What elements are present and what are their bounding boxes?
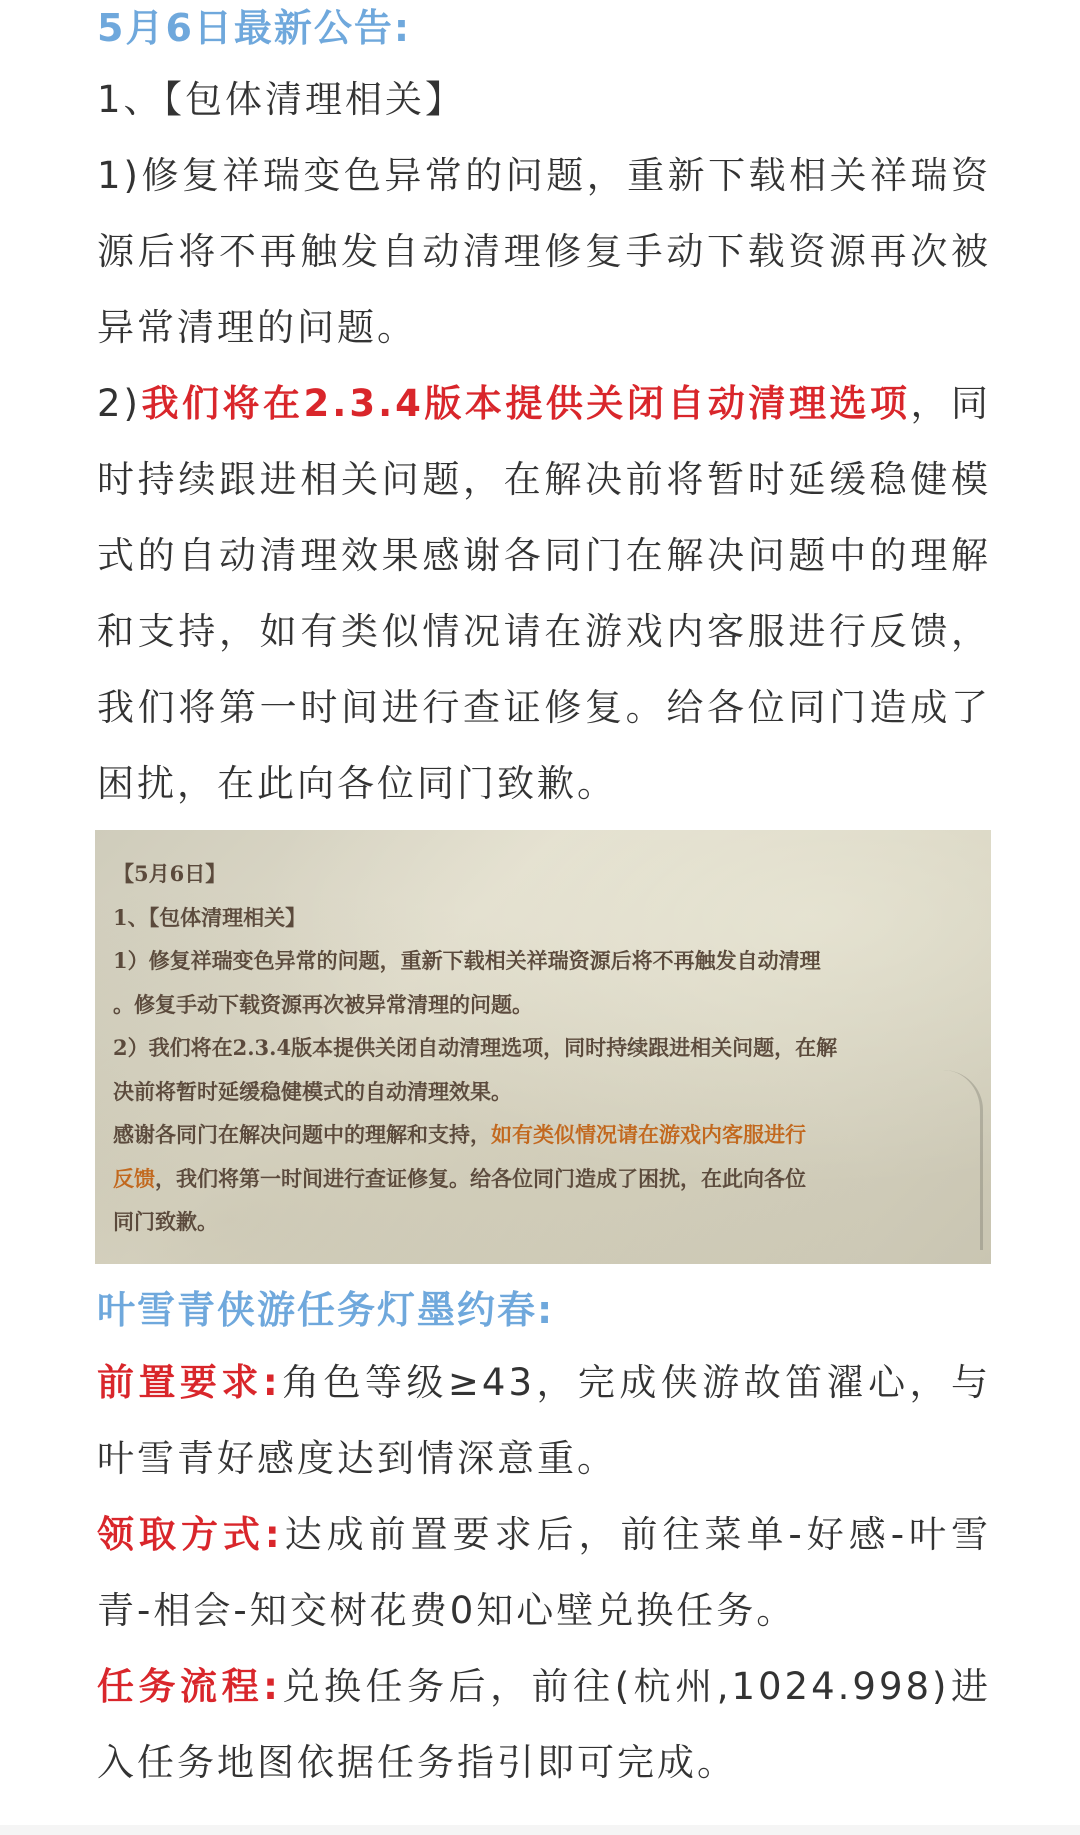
notice-line: 。修复手动下载资源再次被异常清理的问题。: [113, 991, 533, 1017]
notice-screenshot-image: [95, 830, 991, 1264]
quest-body: [97, 1345, 991, 1801]
flow-text: 兑换任务后，前往(杭州,1024.998)进入任务地图依据任务指引即可完成。: [97, 1665, 991, 1784]
flow-label: 任务流程:: [97, 1665, 281, 1708]
section-heading-quest: 叶雪青侠游任务灯墨约春:: [97, 1288, 555, 1332]
notice-line-part: ，我们将第一时间进行查证修复。给各位同门造成了困扰，在此向各位: [155, 1165, 806, 1191]
notice-line-highlight: 如有类似情况请在游戏内客服进行: [491, 1122, 806, 1147]
notice-line-highlight: 反馈: [113, 1165, 155, 1191]
item2-text: [97, 366, 991, 822]
notice-line: [113, 1113, 973, 1157]
quest-requirements: [97, 1345, 991, 1497]
notice-line: 决前将暂时延缓稳健模式的自动清理效果。: [113, 1078, 512, 1104]
item2-highlight: 我们将在2.3.4版本提供关闭自动清理选项: [140, 382, 911, 425]
announcement-body: [97, 62, 991, 822]
claim-text: 达成前置要求后，前往菜单-好感-叶雪青-相会-知交树花费0知心壁兑换任务。: [97, 1513, 992, 1632]
notice-line: 同门致歉。: [113, 1209, 218, 1234]
notice-line: 1）修复祥瑞变色异常的问题，重新下载相关祥瑞资源后将不再触发自动清理: [113, 948, 821, 973]
item2-rest: ，同时持续跟进相关问题，在解决前将暂时延缓稳健模式的自动清理效果感谢各同门在解决问题中的理解和支持，如有类似情况请在游戏内客服进行反馈，我们将第一时间进行查证修复。给各位同门造成了困扰，在此向各位同门致歉。: [97, 382, 991, 805]
notice-line-part: 感谢各同门在解决问题中的理解和支持，: [113, 1122, 491, 1147]
notice-line: 【5月6日】: [113, 861, 227, 886]
item1-title: 1、【包体清理相关】: [97, 78, 466, 121]
notice-line: 2）我们将在2.3.4版本提供关闭自动清理选项，同时持续跟进相关问题，在解: [113, 1035, 838, 1060]
requirements-text: 角色等级≥43，完成侠游故笛濯心，与叶雪青好感度达到情深意重。: [97, 1361, 991, 1480]
notice-text: [113, 852, 973, 1244]
notice-line: 1、【包体清理相关】: [113, 904, 307, 930]
requirements-label: 前置要求:: [97, 1361, 281, 1404]
notice-line: [113, 1157, 973, 1201]
claim-label: 领取方式:: [97, 1513, 283, 1556]
item2-prefix: 2): [97, 382, 141, 425]
quest-flow: [97, 1649, 991, 1801]
bottom-divider: [0, 1825, 1080, 1835]
quest-claim-method: [97, 1497, 991, 1649]
item1-text: 1)修复祥瑞变色异常的问题，重新下载相关祥瑞资源后将不再触发自动清理修复手动下载资源再次被异常清理的问题。: [97, 154, 991, 349]
section-heading-announcement: 5月6日最新公告:: [97, 6, 412, 50]
